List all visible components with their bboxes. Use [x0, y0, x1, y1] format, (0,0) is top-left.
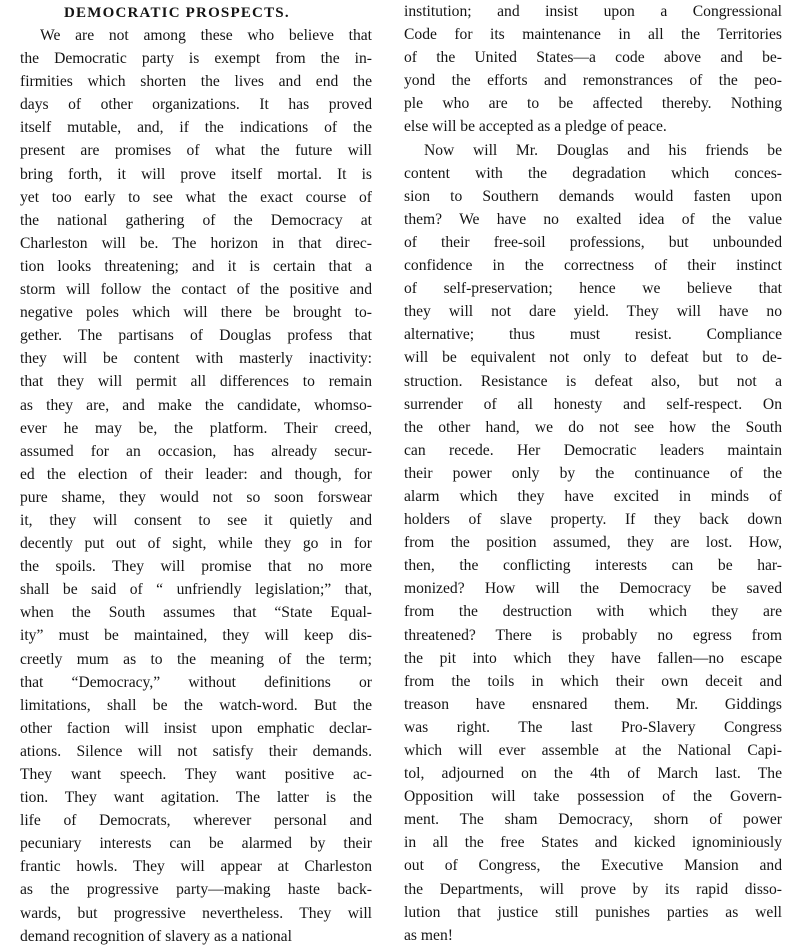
article-line: assumed for an occasion, has already secur- — [20, 442, 372, 460]
article-line: present are promises of what the future will — [20, 142, 372, 160]
article-line: of self-preservation; hence we believe that — [404, 280, 782, 298]
article-line: decently put out of sight, while they go in for — [20, 535, 372, 553]
article-line: ations. Silence will not satisfy their demands. — [20, 742, 372, 760]
article-line: life of Democrats, wherever personal and — [20, 812, 372, 830]
article-line: then, the conflicting interests can be har- — [404, 557, 782, 575]
article-line: the spoils. They will promise that no more — [20, 558, 372, 576]
article-line: itself mutable, and, if the indications of the — [20, 119, 372, 137]
article-line: treason have ensnared them. Mr. Giddings — [404, 695, 782, 713]
article-line: will be equivalent not only to defeat but to de- — [404, 349, 782, 367]
article-line: pecuniary interests can be alarmed by their — [20, 835, 372, 853]
article-line: Opposition will take possession of the Govern- — [404, 788, 782, 806]
article-line: lution that justice still punishes parties as well — [404, 903, 782, 921]
article-line: monized? How will the Democracy be saved — [404, 580, 782, 598]
article-line: from the destruction with which they are — [404, 603, 782, 621]
article-line: other faction will insist upon emphatic declar- — [20, 719, 372, 737]
article-line: ity” must be maintained, they will keep dis- — [20, 627, 372, 645]
article-line: of the United States—a code above and be- — [404, 49, 782, 67]
article-line: surrender of all honesty and self-respect. On — [404, 395, 782, 413]
article-line: Now will Mr. Douglas and his friends be — [424, 141, 782, 159]
article-line: ed the election of their leader: and though, for — [20, 465, 372, 483]
article-line: firmities which shorten the lives and end the — [20, 73, 372, 91]
article-headline: DEMOCRATIC PROSPECTS. — [64, 5, 290, 21]
article-line: Charleston will be. The horizon in that direc- — [20, 234, 372, 252]
article-line: tol, adjourned on the 4th of March last. The — [404, 765, 782, 783]
article-line: tion looks threatening; and it is certain that a — [20, 257, 372, 275]
article-line: they will be content with masterly inactivity: — [20, 350, 372, 368]
article-line: gether. The partisans of Douglas profess that — [20, 327, 372, 345]
article-line: tion. They want agitation. The latter is the — [20, 789, 372, 807]
article-line: alarm which they have excited in minds of — [404, 487, 782, 505]
article-line: in all the free States and kicked ignominiously — [404, 834, 782, 852]
article-line: creetly mum as to the meaning of the term; — [20, 650, 372, 668]
article-line: the Democratic party is exempt from the in- — [20, 50, 372, 68]
article-line: was right. The last Pro-Slavery Congress — [404, 718, 782, 736]
article-line: from the position assumed, they are lost. How, — [404, 534, 782, 552]
article-line: ment. The sham Democracy, shorn of power — [404, 811, 782, 829]
article-line: shall be said of “ unfriendly legislation;” that, — [20, 581, 372, 599]
article-line: the other hand, we do not see how the South — [404, 418, 782, 436]
article-line: which will ever assemble at the National Capi- — [404, 742, 782, 759]
article-line: bring forth, it will prove itself mortal. It is — [20, 165, 372, 183]
article-line: out of Congress, the Executive Mansion and — [404, 857, 782, 875]
article-line: can recede. Her Democratic leaders maintain — [404, 441, 782, 459]
article-line: they will not dare yield. They will have no — [404, 303, 782, 321]
article-line: as they are, and make the candidate, whomso- — [20, 396, 372, 414]
article-column-left — [20, 0, 372, 945]
article-column-right — [404, 0, 782, 945]
article-line: from the toils in which their own deceit and — [404, 672, 782, 690]
article-line: the Departments, will prove by its rapid disso- — [404, 880, 782, 898]
article-line: yet too early to see what the exact course of — [20, 188, 372, 206]
article-line: content with the degradation which conces- — [404, 164, 782, 182]
article-line: sion to Southern demands would fasten upon — [404, 187, 782, 205]
article-line: ever he may be, the platform. Their creed, — [20, 419, 372, 437]
article-line: pure shame, they would not so soon forswear — [20, 488, 372, 506]
article-line: negative poles which will there be brought to- — [20, 304, 372, 322]
article-line: that “Democracy,” without definitions or — [20, 673, 372, 691]
article-line: the national gathering of the Democracy at — [20, 211, 372, 229]
article-line: as men! — [404, 926, 453, 944]
article-line: ple who are to be affected thereby. Nothing — [404, 95, 782, 113]
article-line: demand recognition of slavery as a national — [20, 927, 292, 945]
article-line: them? We have no exalted idea of the value — [404, 210, 782, 228]
article-line: Code for its maintenance in all the Territories — [404, 26, 782, 44]
article-line: struction. Resistance is defeat also, but not a — [404, 372, 782, 390]
article-line: the pit into which they have fallen—no escape — [404, 649, 782, 667]
article-line: storm will follow the contact of the positive and — [20, 281, 372, 299]
article-line: that they will permit all differences to remain — [20, 373, 372, 391]
article-line: confidence in the correctness of their instinct — [404, 257, 782, 275]
article-line: yond the efforts and remonstrances of the peo- — [404, 72, 782, 90]
article-line: as the progressive party—making haste back- — [20, 881, 372, 899]
article-line: holders of slave property. If they back down — [404, 511, 782, 529]
article-line: limitations, shall be the watch-word. But the — [20, 696, 372, 714]
article-line: institution; and insist upon a Congressional — [404, 3, 782, 20]
article-line: They want speech. They want positive ac- — [20, 766, 372, 783]
article-line: We are not among these who believe that — [40, 27, 372, 44]
article-line: days of other organizations. It has proved — [20, 96, 372, 114]
article-line: when the South assumes that “State Equal- — [20, 604, 372, 622]
article-line: of their free-soil professions, but unbounded — [404, 233, 782, 251]
article-line: threatened? There is probably no egress from — [404, 626, 782, 644]
article-line: their power only by the continuance of the — [404, 464, 782, 482]
article-line: alternative; thus must resist. Compliance — [404, 326, 782, 344]
article-line: frantic howls. They will appear at Charleston — [20, 858, 372, 876]
article-line: it, they will consent to see it quietly and — [20, 511, 372, 529]
article-line: else will be accepted as a pledge of peace. — [404, 118, 667, 136]
article-line: wards, but progressive nevertheless. They will — [20, 904, 372, 922]
